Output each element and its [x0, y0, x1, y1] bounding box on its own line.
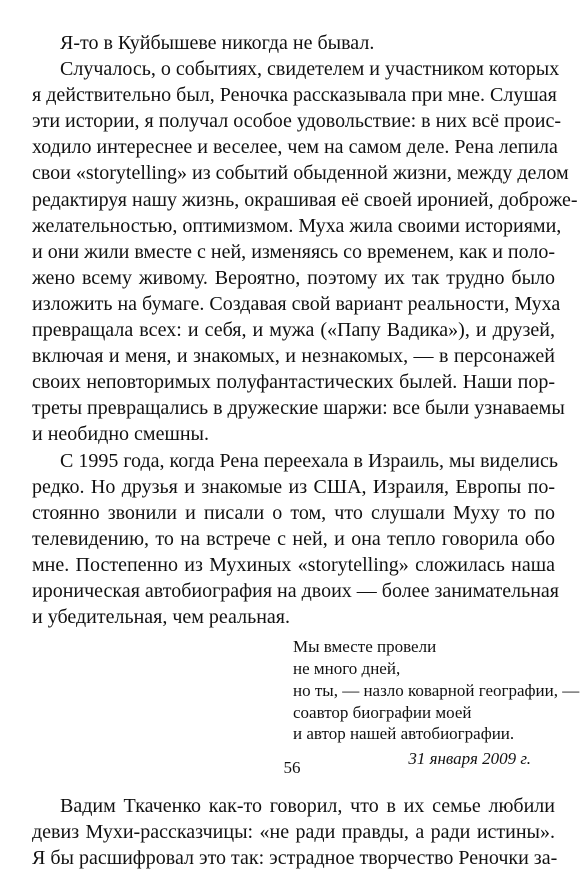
text-line: включая и меня, и знакомых, и незнакомых, — в персонажей	[32, 345, 555, 368]
text-line: изложить на бумаге. Создавая свой вариант реальности, Муха	[32, 292, 561, 315]
text-line: и убедительная, чем реальная.	[32, 606, 290, 629]
book-page	[32, 30, 580, 871]
paragraph-4	[32, 793, 558, 871]
text-line: Я бы расшифровал это так: эстрадное творчество Реночки за-	[32, 847, 558, 870]
paragraph-2	[32, 56, 578, 447]
text-line: я действительно был, Реночка рассказывала при мне. Слушая	[32, 84, 557, 107]
text-line: редактируя нашу жизнь, окрашивая её своей иронией, доброже-	[32, 188, 578, 211]
text-line: превращала всех: и себя, и мужа («Папу Вадика»), и друзей,	[32, 319, 555, 342]
text-line: стоянно звонили и писали о том, что слушали Муху то по	[32, 501, 555, 524]
text-line: мне. Постепенно из Мухиных «storytelling» сложилась наша	[32, 553, 555, 576]
text-line: и они жили вместе с ней, изменяясь со временем, как и поло-	[32, 240, 555, 263]
poem-line: и автор нашей автобиографии.	[293, 724, 515, 744]
text-line: телевидению, то на встрече с ней, и она тепло говорила обо	[32, 527, 555, 550]
poem-line: но ты, — назло коварной географии, —	[293, 680, 580, 700]
text-line: треты превращались в дружеские шаржи: все были узнаваемы	[32, 397, 565, 420]
text-line: жено всему живому. Вероятно, поэтому их так трудно было	[32, 266, 555, 289]
text-line: свои «storytelling» из событий обыденной жизни, между делом	[32, 162, 569, 185]
paragraph-3	[32, 448, 560, 631]
poem-epigraph	[293, 636, 580, 745]
poem-line: соавтор биографии моей	[293, 702, 472, 722]
text-line: Я-то в Куйбышеве никогда не бывал.	[60, 32, 375, 54]
text-line: желательностью, оптимизмом. Муха жила своими историями,	[32, 214, 562, 237]
poem-date: 31 января 2009 г.	[408, 749, 531, 769]
text-line: ироническая автобиография на двоих — более занимательная	[32, 579, 560, 602]
poem-line: Мы вместе провели	[293, 637, 437, 657]
text-line: и необидно смешны.	[32, 423, 209, 446]
paragraph-1	[32, 30, 555, 56]
text-line: редко. Но друзья и знакомые из США, Израиля, Европы по-	[32, 475, 555, 498]
text-line: Случалось, о событиях, свидетелем и участником которых	[60, 58, 560, 81]
text-line: своих неповторимых полуфантастических былей. Наши пор-	[32, 371, 555, 394]
text-line: ходило интереснее и веселее, чем на самом деле. Рена лепила	[32, 136, 558, 159]
poem-line: не много дней,	[293, 658, 401, 678]
text-line: С 1995 года, когда Рена переехала в Израиль, мы виделись	[60, 449, 558, 472]
text-line: Вадим Ткаченко как-то говорил, что в их семье любили	[60, 795, 555, 818]
text-line: девиз Мухи-рассказчицы: «не ради правды, а ради истины».	[32, 821, 555, 844]
page-number: 56	[283, 758, 301, 777]
text-line: эти истории, я получал особое удовольствие: в них всё проис-	[32, 110, 562, 133]
